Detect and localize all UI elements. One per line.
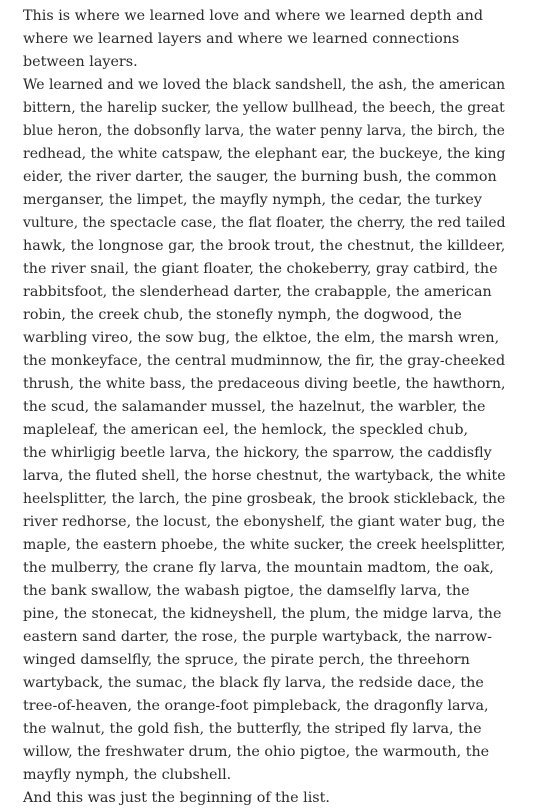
- text-line: the river snail, the giant floater, the chokeberry, gray catbird, the: [23, 261, 498, 277]
- text-line: And this was just the beginning of the list.: [23, 790, 330, 806]
- text-line: bittern, the harelip sucker, the yellow bullhead, the beech, the great: [23, 100, 505, 116]
- intro-paragraph: [23, 5, 483, 74]
- text-line: thrush, the white bass, the predaceous diving beetle, the hawthorn,: [23, 376, 506, 392]
- text-line: the monkeyface, the central mudminnow, the fir, the gray-cheeked: [23, 353, 506, 369]
- closing-paragraph: [23, 787, 483, 810]
- text-line: redhead, the white catspaw, the elephant ear, the buckeye, the king: [23, 146, 506, 162]
- text-line: river redhorse, the locust, the ebonyshelf, the giant water bug, the: [23, 514, 505, 530]
- text-line: hawk, the longnose gar, the brook trout, the chestnut, the killdeer,: [23, 238, 506, 254]
- text-line: This is where we learned love and where we learned depth and: [23, 8, 483, 24]
- text-line: maple, the eastern phoebe, the white sucker, the creek heelsplitter,: [23, 537, 506, 553]
- text-line: mapleleaf, the american eel, the hemlock, the speckled chub,: [23, 422, 469, 438]
- document-body: [23, 5, 506, 810]
- text-line: merganser, the limpet, the mayfly nymph, the cedar, the turkey: [23, 192, 482, 208]
- text-line: winged damselfly, the spruce, the pirate perch, the threehorn: [23, 652, 470, 668]
- text-line: heelsplitter, the larch, the pine grosbeak, the brook stickleback, the: [23, 491, 506, 507]
- list-paragraph: [23, 74, 506, 787]
- text-line: larva, the fluted shell, the horse chestnut, the wartyback, the white: [23, 468, 506, 484]
- text-line: eider, the river darter, the sauger, the burning bush, the common: [23, 169, 497, 185]
- text-line: rabbitsfoot, the slenderhead darter, the crabapple, the american: [23, 284, 492, 300]
- text-line: wartyback, the sumac, the black fly larva, the redside dace, the: [23, 675, 484, 691]
- text-line: between layers.: [23, 54, 138, 70]
- text-line: pine, the stonecat, the kidneyshell, the plum, the midge larva, the: [23, 606, 502, 622]
- text-line: blue heron, the dobsonfly larva, the water penny larva, the birch, the: [23, 123, 505, 139]
- text-line: the whirligig beetle larva, the hickory, the sparrow, the caddisfly: [23, 445, 492, 461]
- text-line: willow, the freshwater drum, the ohio pigtoe, the warmouth, the: [23, 744, 490, 760]
- text-line: the walnut, the gold fish, the butterfly, the striped fly larva, the: [23, 721, 482, 737]
- text-line: robin, the creek chub, the stonefly nymph, the dogwood, the: [23, 307, 462, 323]
- text-line: eastern sand darter, the rose, the purple wartyback, the narrow-: [23, 629, 493, 645]
- text-line: We learned and we loved the black sandshell, the ash, the american: [23, 77, 506, 93]
- text-line: the scud, the salamander mussel, the hazelnut, the warbler, the: [23, 399, 486, 415]
- text-line: the mulberry, the crane fly larva, the mountain madtom, the oak,: [23, 560, 494, 576]
- text-line: where we learned layers and where we learned connections: [23, 31, 460, 47]
- text-line: mayfly nymph, the clubshell.: [23, 767, 232, 783]
- text-line: the bank swallow, the wabash pigtoe, the damselfly larva, the: [23, 583, 470, 599]
- text-line: tree-of-heaven, the orange-foot pimpleback, the dragonfly larva,: [23, 698, 489, 714]
- text-line: vulture, the spectacle case, the flat floater, the cherry, the red tailed: [23, 215, 506, 231]
- text-line: warbling vireo, the sow bug, the elktoe, the elm, the marsh wren,: [23, 330, 500, 346]
